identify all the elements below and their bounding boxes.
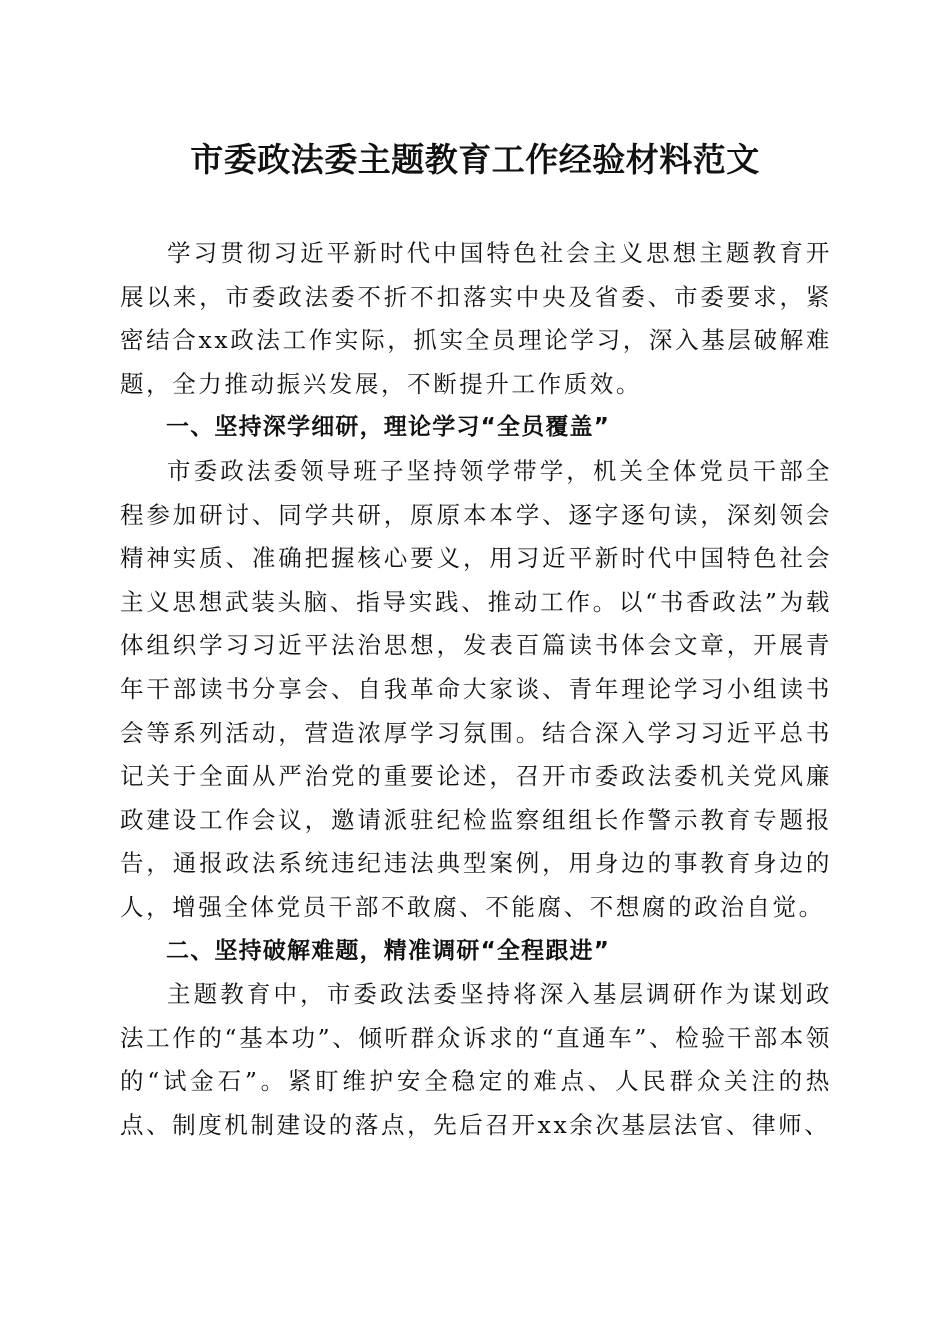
document-title: 市委政法委主题教育工作经验材料范文 xyxy=(190,140,760,179)
document-body xyxy=(120,232,832,1147)
section-1-heading: 一、坚持深学细研，理论学习“全员覆盖” xyxy=(166,414,611,441)
section-2-paragraph: 主题教育中，市委政法委坚持将深入基层调研作为谋划政法工作的“基本功”、倾听群众诉求的“直通车”、检验干部本领的“试金石”。紧盯维护安全稳定的难点、人民群众关注的热点、制度机制建设的落点，先后召开xx余次基层法官、律师、 xyxy=(120,980,832,1139)
section-1-paragraph: 市委政法委领导班子坚持领学带学，机关全体党员干部全程参加研讨、同学共研，原原本本学、逐字逐句读，深刻领会精神实质、准确把握核心要义，用习近平新时代中国特色社会主义思想武装头脑、指导实践、推动工作。以“书香政法”为载体组织学习习近平法治思想，发表百篇读书体会文章，开展青年干部读书分享会、自我革命大家谈、青年理论学习小组读书会等系列活动，营造浓厚学习氛围。结合深入学习习近平总书记关于全面从严治党的重要论述，召开市委政法委机关党风廉政建设工作会议，邀请派驻纪检监察组组长作警示教育专题报告，通报政法系统违纪违法典型案例，用身边的事教育身边的人，增强全体党员干部不敢腐、不能腐、不想腐的政治自觉。 xyxy=(120,456,832,921)
section-2-heading: 二、坚持破解难题，精准调研“全程跟进” xyxy=(166,937,611,964)
intro-paragraph: 学习贯彻习近平新时代中国特色社会主义思想主题教育开展以来，市委政法委不折不扣落实中央及省委、市委要求，紧密结合xx政法工作实际，抓实全员理论学习，深入基层破解难题，全力推动振兴发展，不断提升工作质效。 xyxy=(120,239,832,398)
